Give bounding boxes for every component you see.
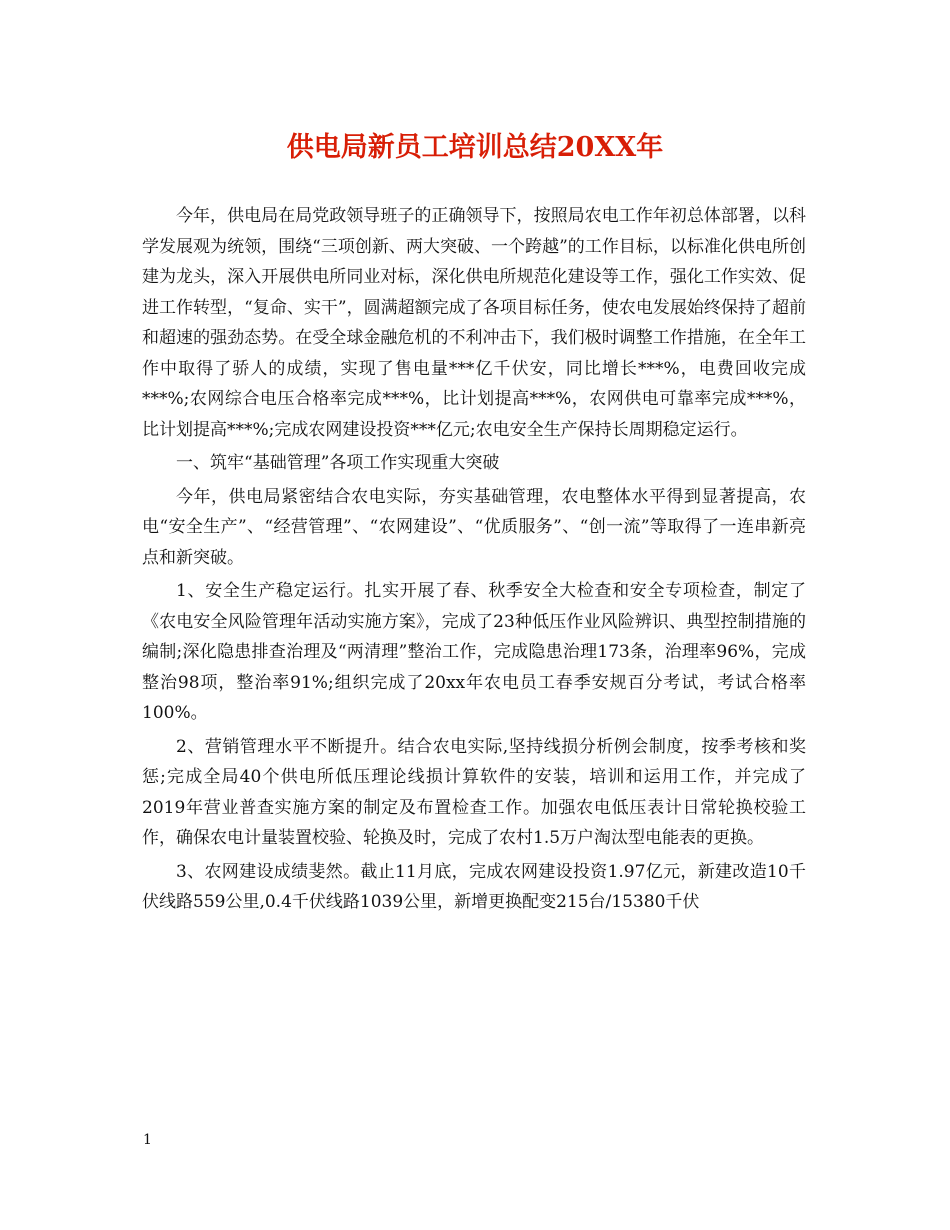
section-heading: 一、筑牢“基础管理”各项工作实现重大突破 (176, 453, 500, 473)
grid-construction-paragraph: 3、农网建设成绩斐然。截止11月底，完成农网建设投资1.97亿元，新建改造10千伏线路559公里,0.4千伏线路1039公里，新增更换配变215台/15380千伏 (142, 861, 806, 912)
marketing-paragraph: 2、营销管理水平不断提升。结合农电实际,坚持线损分析例会制度，按季考核和奖惩;完成全局40个供电所低压理论线损计算软件的安装，培训和运用工作，并完成了2019年营业普查实施方案的制定及布置检查工作。加强农电低压表计日常轮换校验工作，确保农电计量装置校验、轮换及时，完成了农村1.5万户淘汰型电能表的更换。 (142, 736, 806, 848)
document-title: 供电局新员工培训总结20XX年 (286, 132, 664, 163)
safety-paragraph: 1、安全生产稳定运行。扎实开展了春、秋季安全大检查和安全专项检查，制定了《农电安全风险管理年活动实施方案》，完成了23种低压作业风险辨识、典型控制措施的编制;深化隐患排查治理及“两清理”整治工作，完成隐患治理173条，治理率96%，完成整治98项，整治率91%;组织完成了20xx年农电员工春季安规百分考试，考试合格率100%。 (142, 581, 806, 723)
body-paragraph: 今年，供电局紧密结合农电实际，夯实基础管理，农电整体水平得到显著提高，农电“安全生产”、“经营管理”、“农网建设”、“优质服务”、“创一流”等取得了一连串新亮点和新突破。 (142, 486, 806, 568)
page-number: 1 (143, 1132, 152, 1148)
intro-paragraph: 今年，供电局在局党政领导班子的正确领导下，按照局农电工作年初总体部署，以科学发展观为统领，围绕“三项创新、两大突破、一个跨越”的工作目标，以标准化供电所创建为龙头，深入开展供电所同业对标，深化供电所规范化建设等工作，强化工作实效、促进工作转型，“复命、实干”，圆满超额完成了各项目标任务，使农电发展始终保持了超前和超速的强劲态势。在受全球金融危机的不利冲击下，我们极时调整工作措施，在全年工作中取得了骄人的成绩，实现了售电量***亿千伏安，同比增长***%，电费回收完成***%;农网综合电压合格率完成***%，比计划提高***%，农网供电可靠率完成***%，比计划提高***%;完成农网建设投资***亿元;农电安全生产保持长周期稳定运行。 (142, 206, 806, 440)
document-body (142, 201, 806, 921)
